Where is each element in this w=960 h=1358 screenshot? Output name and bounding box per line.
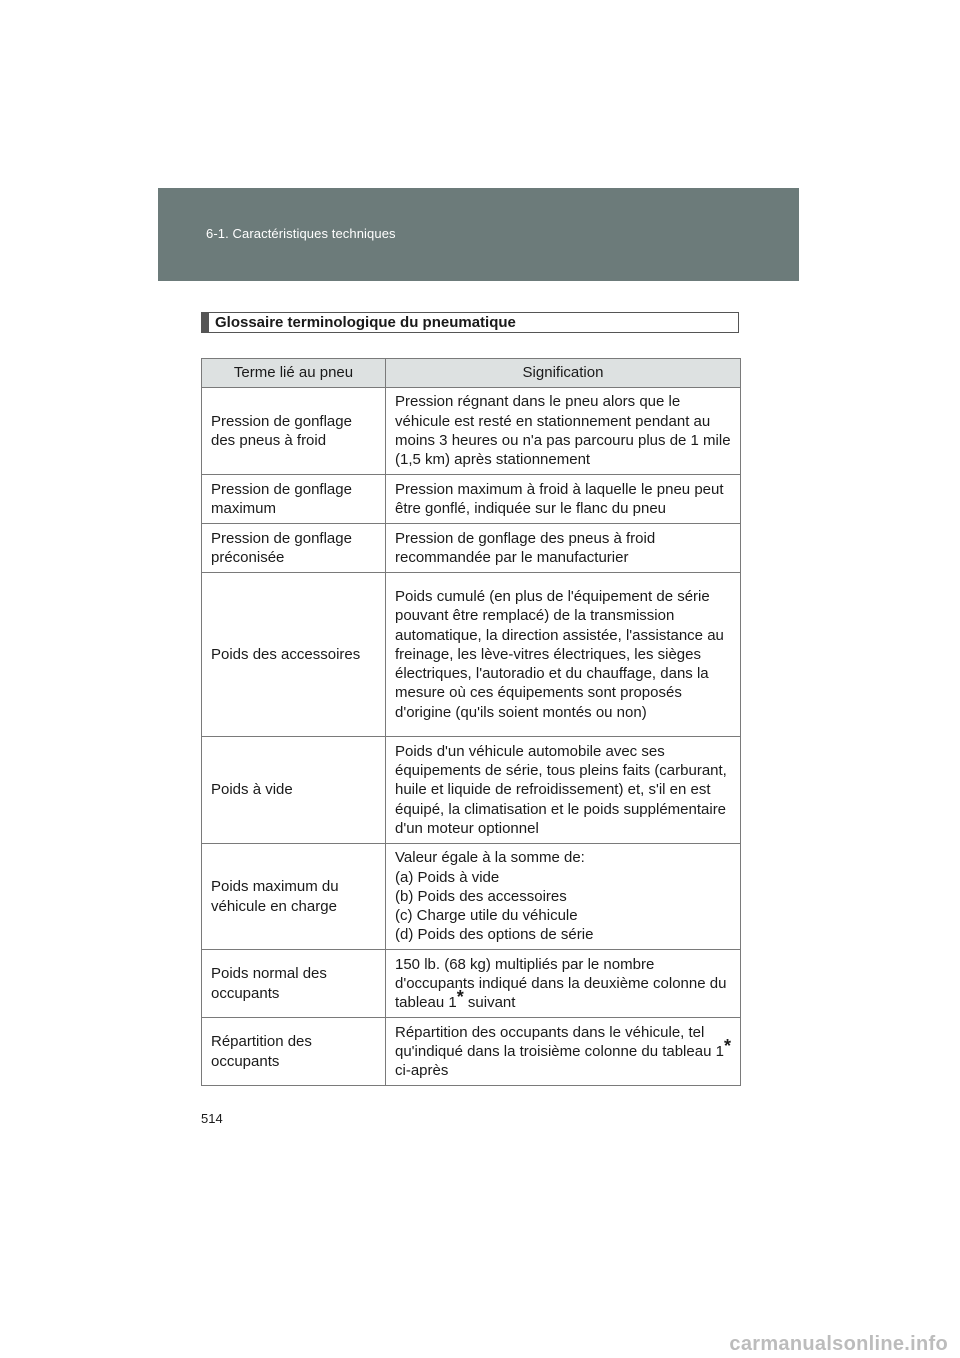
section-title-marker (202, 313, 209, 332)
meaning-list-item: (a) Poids à vide (395, 868, 500, 886)
footnote-asterisk: * (456, 987, 464, 1008)
section-title-box (201, 312, 739, 333)
watermark: carmanualsonline.info (729, 1333, 948, 1355)
meaning-text: 150 lb. (68 kg) multipliés par le nombre d'occupants indiqué dans la deuxième colonne du tableau 1 (395, 955, 727, 1012)
glossary-table (201, 358, 741, 1086)
term-cell: Pression de gonflage des pneus à froid (202, 388, 386, 475)
term-cell: Poids des accessoires (202, 573, 386, 737)
table-row (202, 524, 741, 573)
meaning-text: Répartition des occupants dans le véhicule, tel qu'indiqué dans la troisième colonne du tableau 1 (395, 1023, 724, 1060)
table-row (202, 844, 741, 950)
column-header-term: Terme lié au pneu (202, 359, 386, 388)
chapter-header-band (158, 188, 799, 281)
meaning-cell (386, 844, 741, 950)
meaning-list-item: (d) Poids des options de série (395, 926, 594, 944)
table-row (202, 475, 741, 524)
term-cell: Poids à vide (202, 737, 386, 844)
term-cell: Poids maximum du véhicule en charge (202, 844, 386, 950)
meaning-text-end: ci-après (395, 1062, 449, 1080)
meaning-cell: Poids d'un véhicule automobile avec ses équipements de série, tous pleins faits (carburant, huile et liquide de refroidissement) et, s'il en est équipé, la climatisation et le poids supplémentaire d'un moteur optionnel (386, 737, 741, 844)
meaning-cell (386, 950, 741, 1018)
page-number: 514 (201, 1111, 223, 1126)
table-row (202, 950, 741, 1018)
table-row (202, 1018, 741, 1086)
term-cell: Pression de gonflage maximum (202, 475, 386, 524)
column-header-meaning: Signification (386, 359, 741, 388)
footnote-asterisk: * (723, 1035, 731, 1056)
meaning-list-item: (c) Charge utile du véhicule (395, 907, 578, 925)
term-cell: Poids normal des occupants (202, 950, 386, 1018)
meaning-list-item: (b) Poids des accessoires (395, 887, 567, 905)
table-row (202, 573, 741, 737)
meaning-cell (386, 1018, 741, 1086)
meaning-intro: Valeur égale à la somme de: (395, 849, 585, 867)
table-row (202, 737, 741, 844)
table-header-row (202, 359, 741, 388)
term-cell: Répartition des occupants (202, 1018, 386, 1086)
chapter-section-label: 6-1. Caractéristiques techniques (206, 226, 396, 241)
meaning-cell: Pression maximum à froid à laquelle le pneu peut être gonflé, indiquée sur le flanc du pneu (386, 475, 741, 524)
term-cell: Pression de gonflage préconisée (202, 524, 386, 573)
table-row (202, 388, 741, 475)
meaning-cell: Poids cumulé (en plus de l'équipement de série pouvant être remplacé) de la transmission automatique, la direction assistée, l'assistance au freinage, les lève-vitres électriques, les sièges électriques, l'autoradio et du chauffage, dans la mesure où ces équipements sont proposés d'origine (qu'ils soient montés ou non) (386, 573, 741, 737)
meaning-cell: Pression régnant dans le pneu alors que le véhicule est resté en stationnement pendant au moins 3 heures ou n'a pas parcouru plus de 1 mile (1,5 km) après stationnement (386, 388, 741, 475)
section-title: Glossaire terminologique du pneumatique (215, 314, 516, 331)
meaning-text-end: suivant (463, 994, 516, 1012)
meaning-cell: Pression de gonflage des pneus à froid recommandée par le manufacturier (386, 524, 741, 573)
